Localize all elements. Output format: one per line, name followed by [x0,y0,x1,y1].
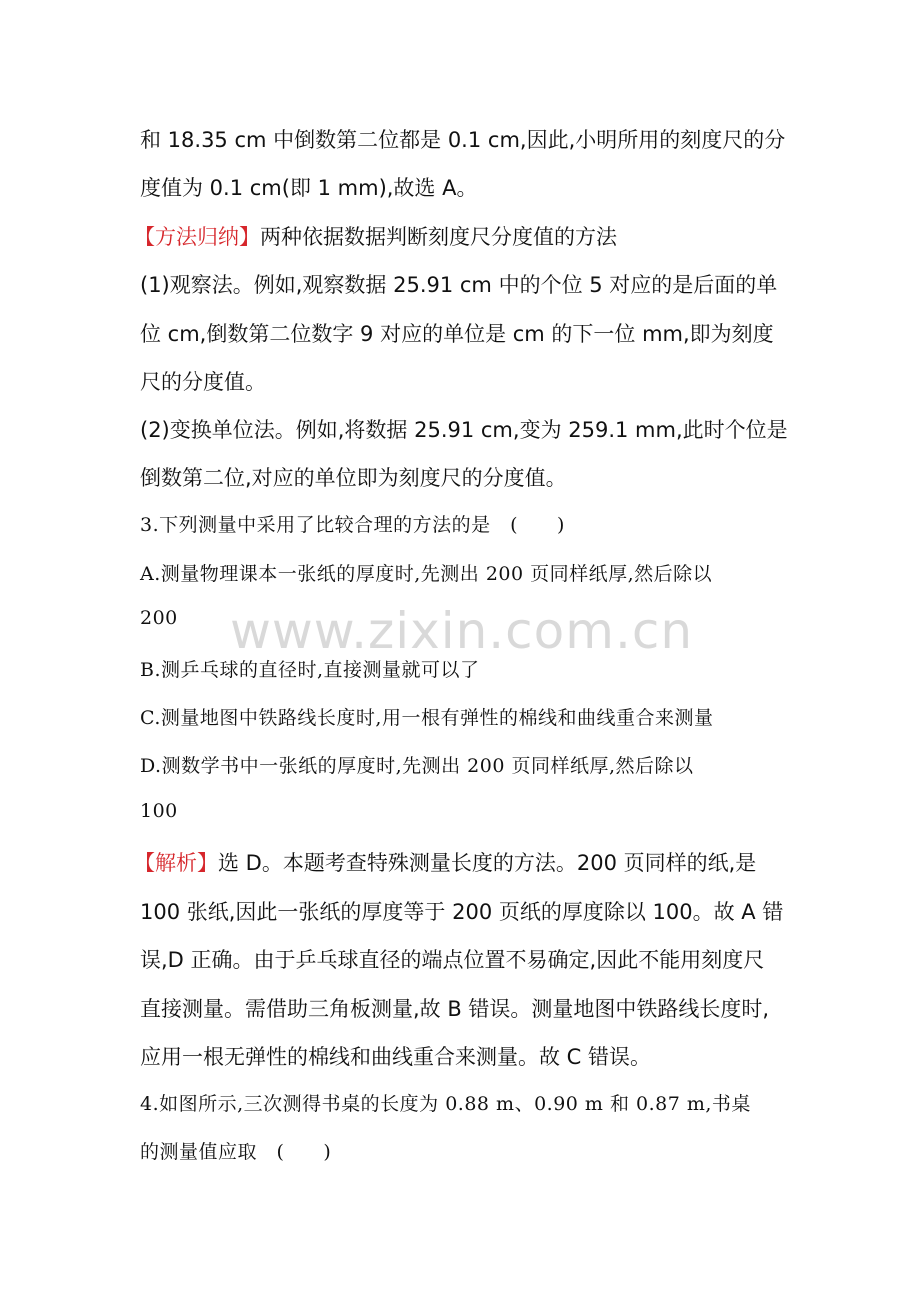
method-summary-line [134,221,617,251]
question-4-stem: 4.如图所示,三次测得书桌的长度为 0.88 m、0.90 m 和 0.87 m,书桌 [140,1093,751,1115]
text-line: 位 cm,倒数第二位数字 9 对应的单位是 cm 的下一位 mm,即为刻度 [140,322,774,346]
option-c: C.测量地图中铁路线长度时,用一根有弹性的棉线和曲线重合来测量 [140,707,714,729]
text-line: 100 张纸,因此一张纸的厚度等于 200 页纸的厚度除以 100。故 A 错 [140,900,784,924]
option-a-continued: 200 [140,607,178,629]
option-b: B.测乒乓球的直径时,直接测量就可以了 [140,659,480,681]
analysis-line [134,847,756,877]
text-line: 误,D 正确。由于乒乓球直径的端点位置不易确定,因此不能用刻度尺 [140,948,765,972]
watermark: www.zixin.com.cn [230,602,694,660]
question-4-stem-continued: 的测量值应取 ( ) [140,1141,332,1163]
text-line: (1)观察法。例如,观察数据 25.91 cm 中的个位 5 对应的是后面的单 [140,273,778,297]
analysis-text: 选 D。本题考查特殊测量长度的方法。200 页同样的纸,是 [218,851,757,875]
method-summary-text: 两种依据数据判断刻度尺分度值的方法 [260,225,617,249]
option-a: A.测量物理课本一张纸的厚度时,先测出 200 页同样纸厚,然后除以 [140,563,713,585]
option-d: D.测数学书中一张纸的厚度时,先测出 200 页同样纸厚,然后除以 [140,755,694,777]
text-line: 倒数第二位,对应的单位即为刻度尺的分度值。 [140,466,567,490]
question-3-stem: 3.下列测量中采用了比较合理的方法的是 ( ) [140,514,565,536]
text-line: (2)变换单位法。例如,将数据 25.91 cm,变为 259.1 mm,此时个位是 [140,418,788,442]
text-line: 和 18.35 cm 中倒数第二位都是 0.1 cm,因此,小明所用的刻度尺的分 [140,128,786,152]
analysis-tag: 【解析】 [134,851,218,875]
option-d-continued: 100 [140,800,178,822]
text-line: 尺的分度值。 [140,370,266,394]
text-line: 度值为 0.1 cm(即 1 mm),故选 A。 [140,176,478,200]
text-line: 直接测量。需借助三角板测量,故 B 错误。测量地图中铁路线长度时, [140,997,770,1021]
text-line: 应用一根无弹性的棉线和曲线重合来测量。故 C 错误。 [140,1045,652,1069]
method-summary-tag: 【方法归纳】 [134,225,260,249]
